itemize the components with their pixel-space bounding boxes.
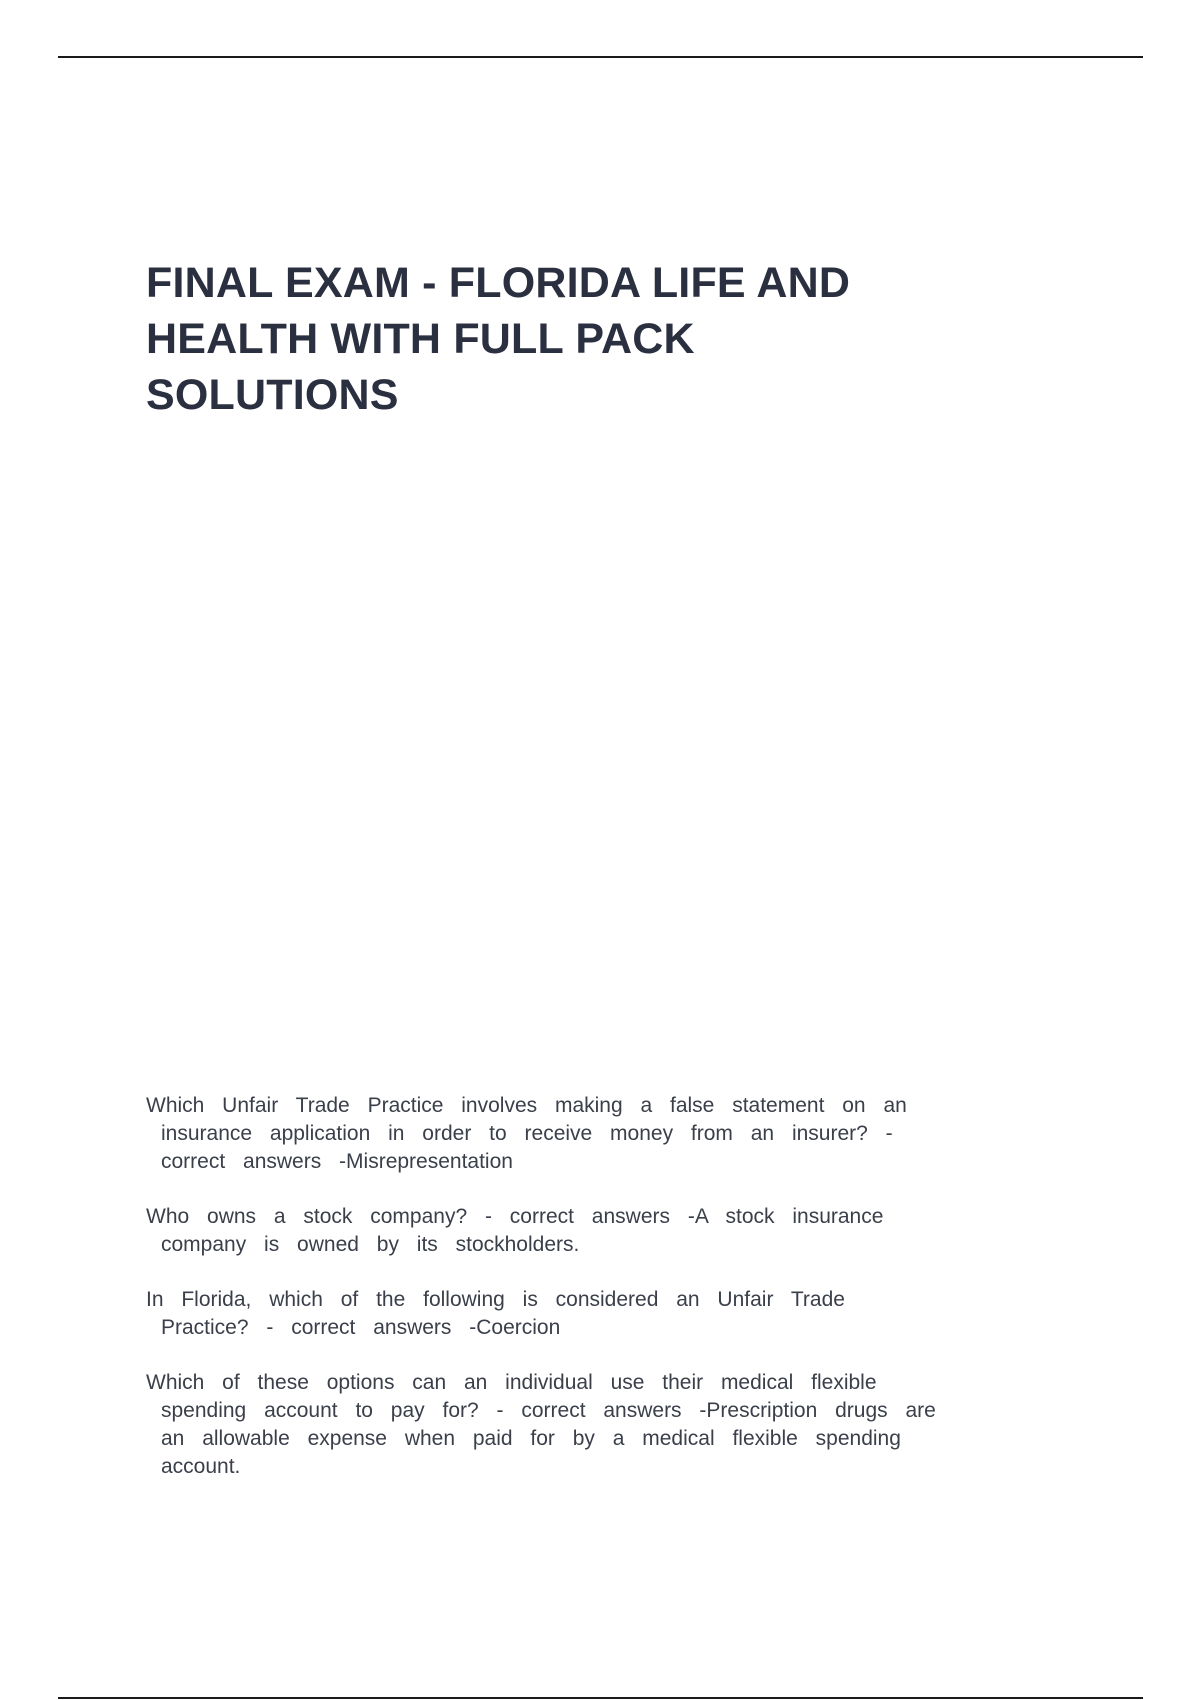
question-answer-list [146,1092,1051,1508]
qa-item [146,1203,1051,1259]
top-rule [58,56,1143,58]
qa-line: account. [161,1455,241,1478]
qa-item [146,1286,1051,1342]
title-line: SOLUTIONS [146,371,399,419]
qa-line: Practice? - correct answers -Coercion [161,1316,561,1339]
qa-line: correct answers -Misrepresentation [161,1150,513,1173]
qa-line: company is owned by its stockholders. [161,1233,580,1256]
qa-item [146,1092,1051,1176]
qa-line: Which of these options can an individual use their medical flexible [146,1371,877,1394]
qa-line: an allowable expense when paid for by a medical flexible spending [161,1427,901,1450]
title-line: FINAL EXAM - FLORIDA LIFE AND [146,259,851,307]
title-line: HEALTH WITH FULL PACK [146,315,695,363]
document-title [146,255,1046,423]
qa-item [146,1369,1051,1481]
qa-line: spending account to pay for? - correct answers -Prescription drugs are [161,1399,936,1422]
bottom-rule [58,1697,1143,1699]
qa-line: insurance application in order to receive money from an insurer? - [161,1122,893,1145]
qa-line: Which Unfair Trade Practice involves making a false statement on an [146,1094,907,1117]
qa-line: Who owns a stock company? - correct answers -A stock insurance [146,1205,884,1228]
qa-line: In Florida, which of the following is considered an Unfair Trade [146,1288,845,1311]
